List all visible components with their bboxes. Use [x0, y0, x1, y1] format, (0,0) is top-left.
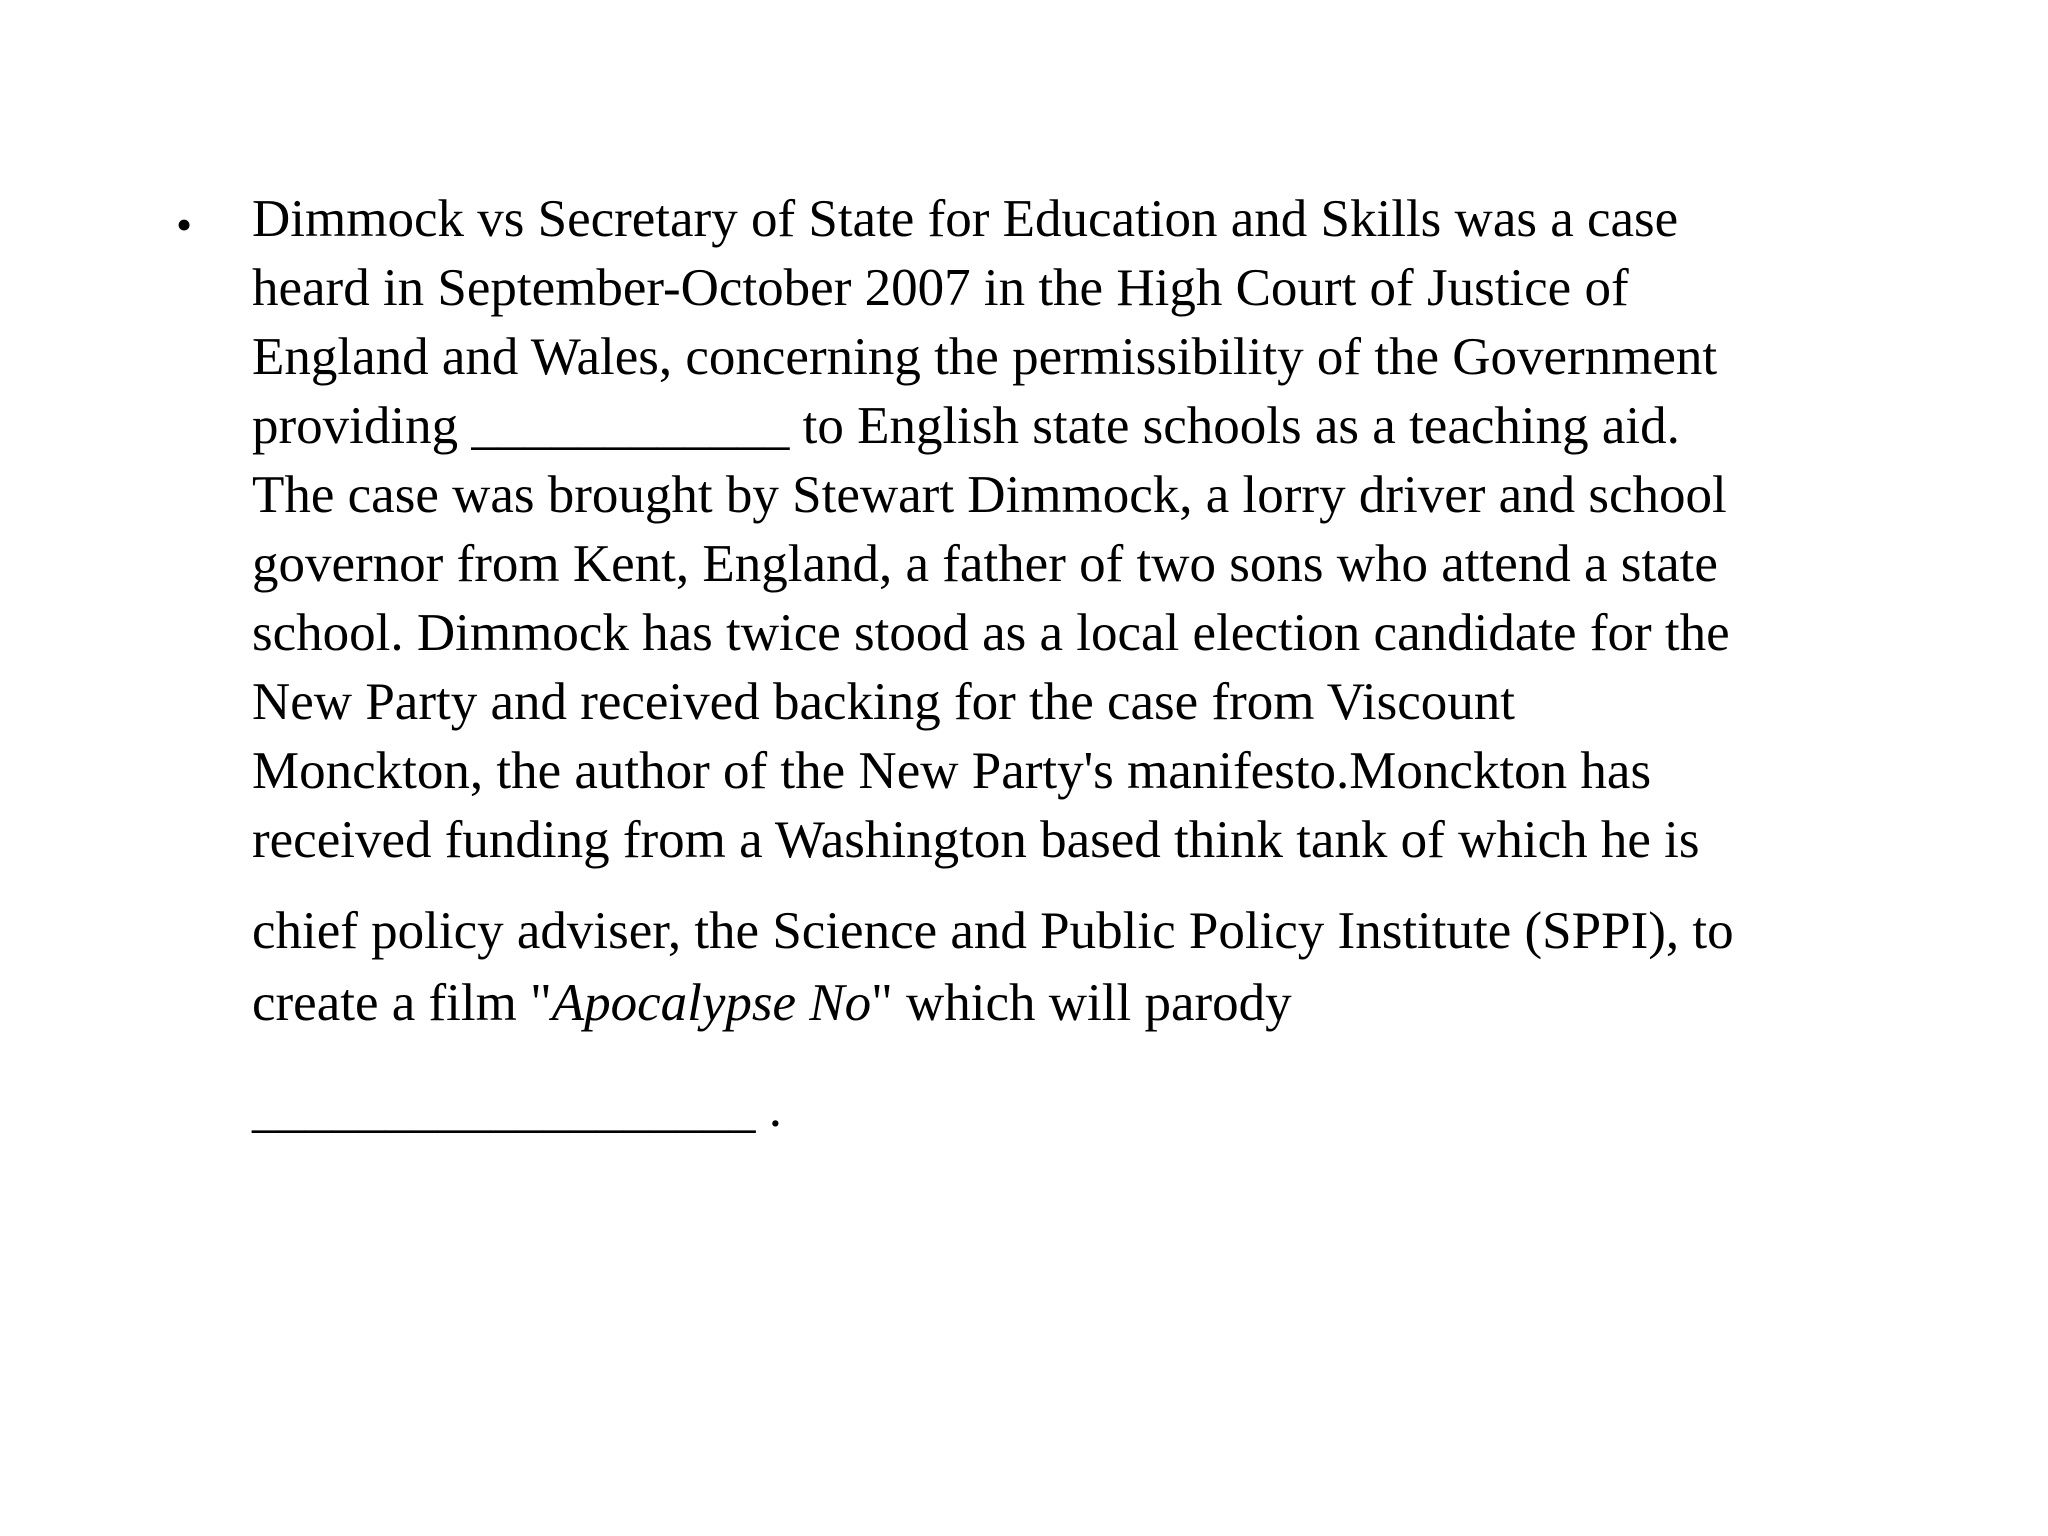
text-line: England and Wales, concerning the permissibility of the Government	[252, 328, 1718, 386]
text-line: Dimmock vs Secretary of State for Education and Skills was a case	[252, 190, 1679, 248]
text-line: Monckton, the author of the New Party's manifesto.Monckton has	[252, 742, 1652, 800]
text-line: heard in September-October 2007 in the High Court of Justice of	[252, 259, 1629, 317]
fill-in-blank-line: ___________________ .	[252, 1080, 782, 1138]
text-line: chief policy adviser, the Science and Public Policy Institute (SPPI), to	[252, 902, 1734, 960]
text-line: The case was brought by Stewart Dimmock, a lorry driver and school	[252, 466, 1727, 524]
film-title-line	[252, 969, 1872, 1041]
bullet-body-text	[252, 185, 1872, 1144]
film-title: Apocalypse No	[551, 974, 872, 1032]
film-line-prefix: create a film "	[252, 974, 552, 1032]
text-line: received funding from a Washington based think tank of which he is	[252, 811, 1700, 869]
text-line: governor from Kent, England, a father of two sons who attend a state	[252, 535, 1718, 593]
film-line-suffix: " which will parody	[871, 974, 1292, 1032]
text-line: New Party and received backing for the case from Viscount	[252, 673, 1515, 731]
bullet-point: •	[176, 199, 193, 250]
text-line-with-blank: providing ____________ to English state schools as a teaching aid.	[252, 397, 1680, 455]
text-line: school. Dimmock has twice stood as a local election candidate for the	[252, 604, 1730, 662]
